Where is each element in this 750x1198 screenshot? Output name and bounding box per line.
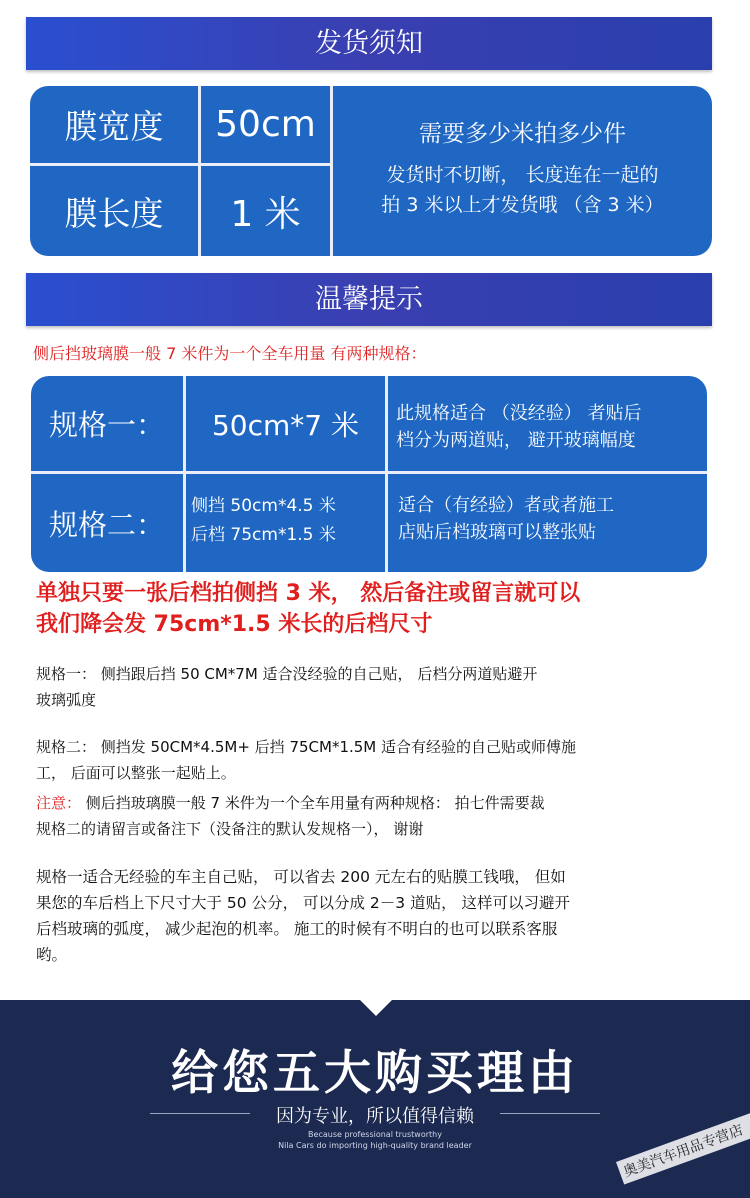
spec2-label: 规格二： — [48, 507, 165, 542]
note-spec2-line2: 工， 后面可以整张一起贴上。 — [36, 764, 236, 782]
spec-table — [31, 376, 707, 572]
note-attention-line1 — [36, 790, 716, 816]
spec1-desc-line1: 此规格适合 （没经验） 者贴后 — [396, 403, 642, 424]
spec1-value: 50cm*7 米 — [211, 408, 359, 442]
note-spec1-line1: 规格一： 侧挡跟后挡 50 CM*7M 适合没经验的自己贴， 后档分两道贴避开 — [36, 665, 538, 683]
note-advice-line1: 规格一适合无经验的车主自己贴， 可以省去 200 元左右的贴膜工钱哦， 但如 — [36, 868, 566, 886]
spec2-description — [398, 492, 698, 546]
tips-header: 温馨提示 — [26, 273, 712, 326]
spec2-value — [191, 492, 385, 550]
single-piece-line2: 我们降会发 75cm*1.5 米长的后档尺寸 — [36, 612, 433, 637]
width-value: 50cm — [215, 104, 316, 145]
note-spec2-line1: 规格二： 侧挡发 50CM*4.5M+ 后挡 75CM*1.5M 适合有经验的自己贴或师傅施 — [36, 738, 577, 756]
note-advice-line4: 哟。 — [36, 946, 68, 964]
attention-label: 注意： — [36, 794, 82, 812]
spec1-desc-line2: 档分为两道贴， 避开玻璃幅度 — [396, 430, 636, 451]
spec2-value-line2: 后档 75cm*1.5 米 — [191, 525, 336, 545]
banner-notch — [360, 1000, 392, 1016]
spec1-description — [396, 400, 702, 454]
quantity-note-line1: 发货时不切断， 长度连在一起的 — [386, 163, 659, 186]
shipping-info-table — [30, 86, 712, 256]
note-advice-line3: 后档玻璃的弧度， 减少起泡的机率。 施工的时候有不明白的也可以联系客服 — [36, 920, 558, 938]
reasons-headline: 给您五大购买理由 — [171, 1046, 579, 1101]
reasons-subline: 因为专业，所以值得信赖 — [276, 1106, 474, 1127]
note-advice-line2: 果您的车后档上下尺寸大于 50 公分， 可以分成 2－3 道贴， 这样可以习避开 — [36, 894, 571, 912]
attention-line1-text: 侧后挡玻璃膜一般 7 米件为一个全车用量有两种规格： 拍七件需要裁 — [81, 794, 545, 812]
note-attention — [36, 790, 716, 842]
quantity-note-title: 需要多少米拍多少件 — [419, 120, 626, 147]
quantity-note-line2: 拍 3 米以上才发货哦 （含 3 米） — [381, 193, 664, 216]
spec2-desc-line1: 适合（有经验）者或者施工 — [398, 495, 614, 516]
spec2-value-line1: 侧挡 50cm*4.5 米 — [191, 496, 336, 516]
note-spec2 — [36, 734, 716, 786]
spec1-label: 规格一： — [48, 408, 165, 442]
reasons-banner — [0, 1000, 750, 1198]
note-spec1-line2: 玻璃弧度 — [36, 691, 97, 709]
note-advice — [36, 864, 716, 968]
width-label: 膜宽度 — [64, 107, 164, 146]
note-attention-line2: 规格二的请留言或备注下（没备注的默认发规格一）， 谢谢 — [36, 820, 424, 838]
length-value: 1 米 — [230, 193, 301, 235]
english-line1: Because professional trustworthy — [308, 1130, 442, 1139]
spec2-desc-line2: 店贴后档玻璃可以整张贴 — [398, 522, 596, 543]
tip-line: 侧后挡玻璃膜一般 7 米件为一个全车用量 有两种规格： — [33, 344, 427, 363]
english-line2: Nila Cars do importing high-quality brand leader — [278, 1141, 472, 1150]
single-piece-notice — [36, 578, 726, 640]
shipping-notice-header: 发货须知 — [26, 17, 712, 70]
single-piece-line1: 单独只要一张后档拍侧挡 3 米， 然后备注或留言就可以 — [36, 581, 581, 606]
note-spec1 — [36, 661, 716, 713]
shop-watermark: 奥美汽车用品专营店 — [616, 1111, 750, 1184]
length-label: 膜长度 — [64, 193, 164, 233]
